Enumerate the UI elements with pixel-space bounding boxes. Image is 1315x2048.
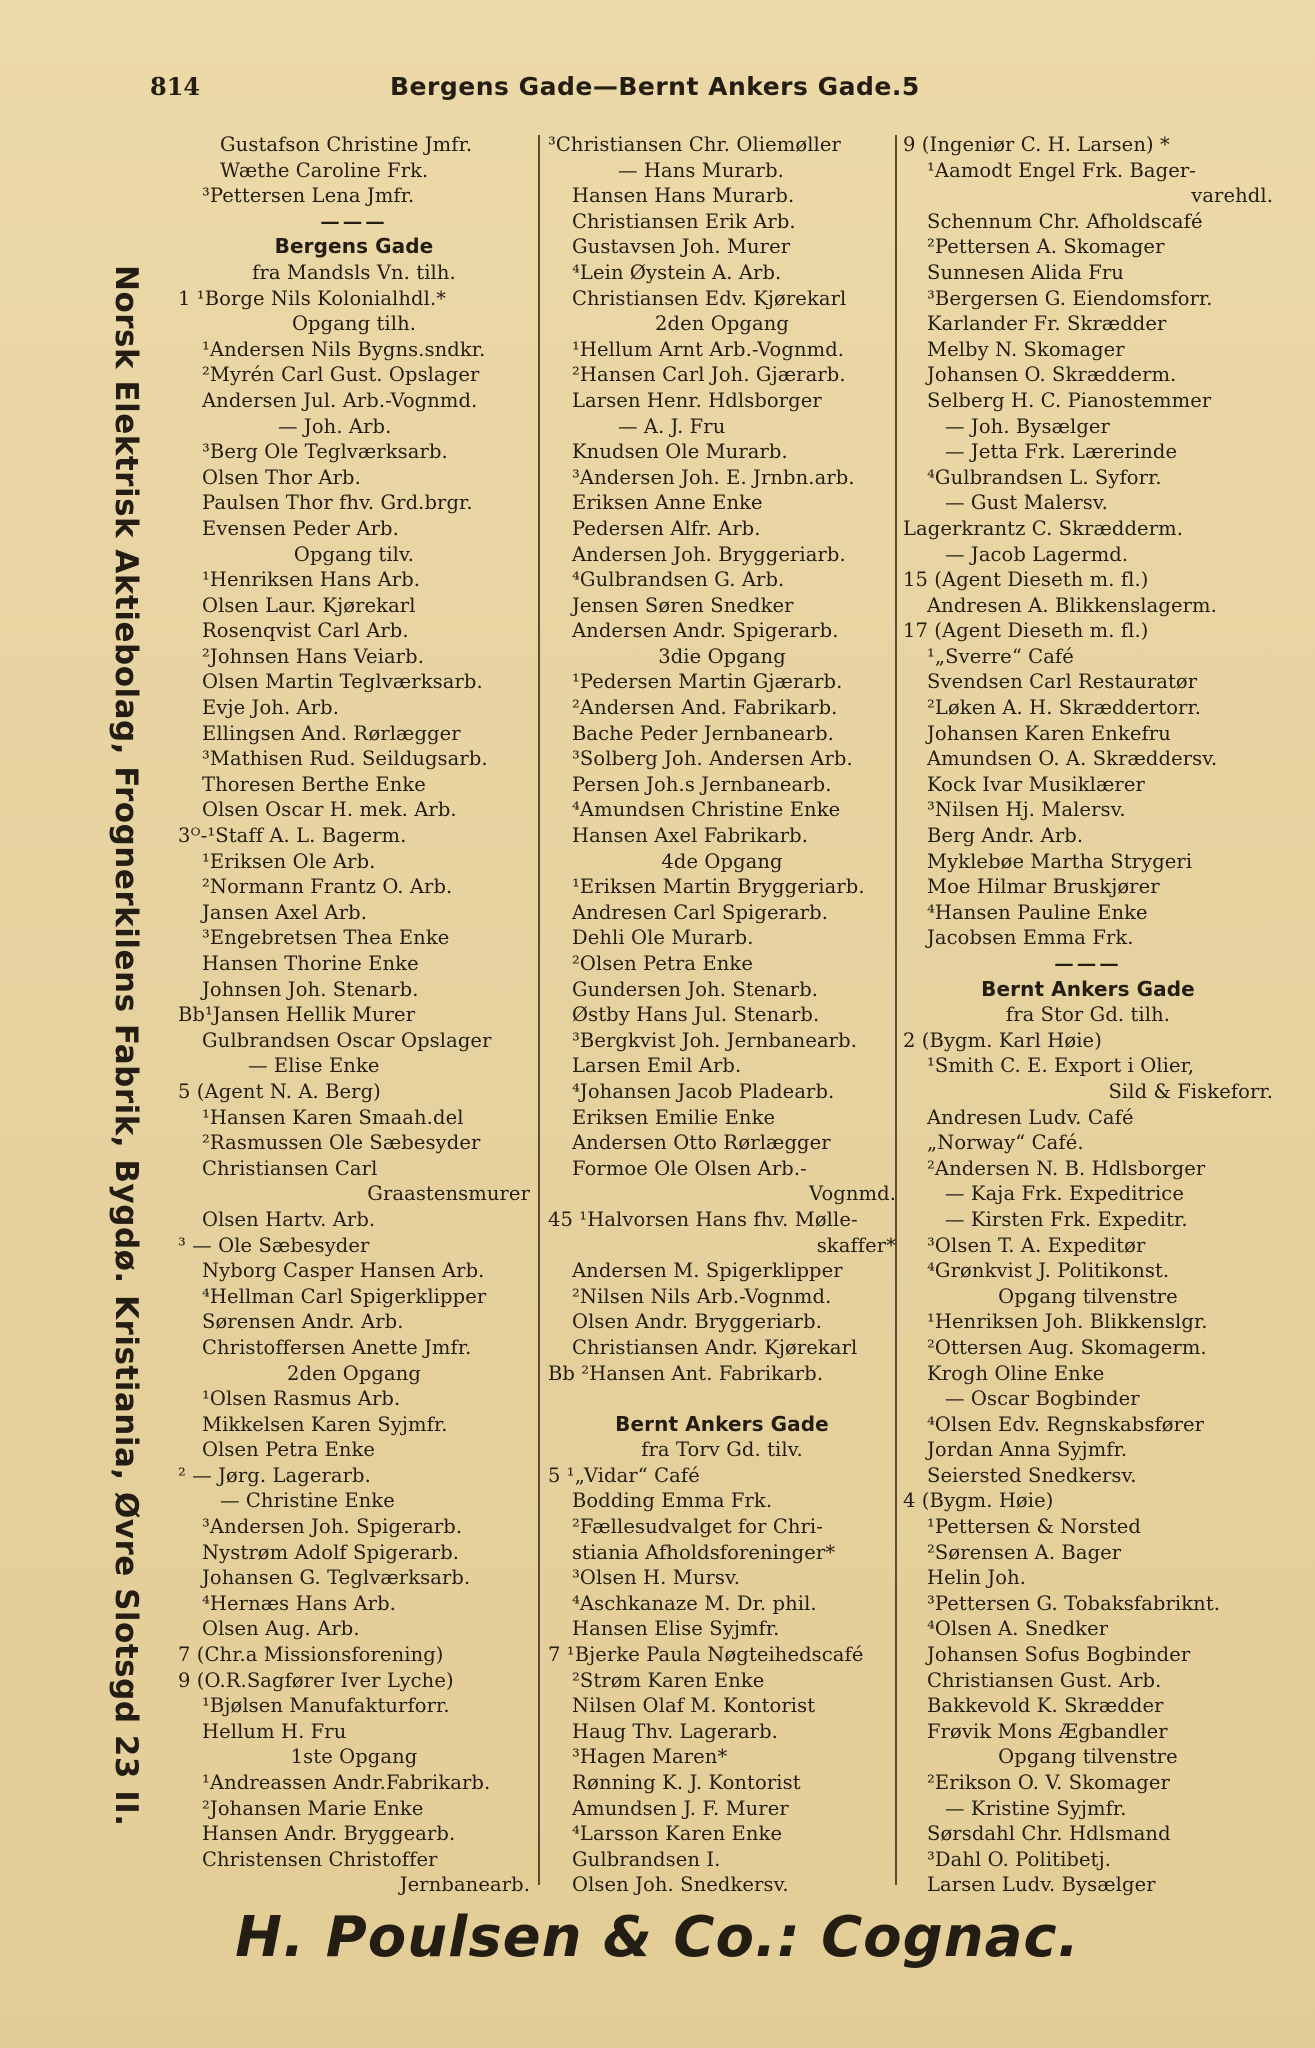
directory-entry: 45 ¹Halvorsen Hans fhv. Mølle- [548,1207,858,1231]
directory-entry: Nilsen Olaf M. Kontorist [572,1694,816,1718]
directory-entry: Christiansen Carl [202,1156,378,1180]
directory-column-1 [178,132,530,1898]
directory-entry: ³Andersen Joh. Spigerarb. [202,1515,463,1539]
directory-entry: Johansen G. Teglværksarb. [202,1566,471,1590]
directory-entry: Olsen Aug. Arb. [202,1617,360,1641]
directory-entry: ⁴Hansen Pauline Enke [927,900,1148,924]
directory-entry: Østby Hans Jul. Stenarb. [572,1003,820,1027]
directory-entry: Mikkelsen Karen Syjmfr. [202,1412,448,1436]
directory-column-2 [548,132,896,1898]
directory-entry: ³Olsen H. Mursv. [572,1566,741,1590]
directory-entry: varehdl. [1191,184,1273,208]
directory-entry: Sørsdahl Chr. Hdlsmand [927,1822,1171,1846]
directory-entry: ⁴Amundsen Christine Enke [572,798,841,822]
directory-entry: Nystrøm Adolf Spigerarb. [202,1540,460,1564]
directory-entry: Nyborg Casper Hansen Arb. [202,1259,485,1283]
directory-entry: ⁴Aschkanaze M. Dr. phil. [572,1591,817,1615]
directory-entry: Olsen Hartv. Arb. [202,1207,376,1231]
directory-entry: Eriksen Emilie Enke [572,1105,776,1129]
directory-entry: 9 (O.R.Sagfører Iver Lyche) [178,1668,454,1692]
section-subheading: Opgang tilvenstre [998,1745,1178,1769]
directory-entry: ³Mathisen Rud. Seildugsarb. [202,747,488,771]
directory-entry: ³Hagen Maren* [572,1745,728,1769]
directory-entry: Pedersen Alfr. Arb. [572,516,761,540]
directory-entry: ¹Henriksen Hans Arb. [202,568,421,592]
side-advertisement: Norsk Elektrisk Aktiebolag, Frognerkilens Fabrik, Bygdø. Kristiania, Øvre Slotsgd 23 II. [108,265,144,1827]
directory-entry: ²Myrén Carl Gust. Opslager [202,363,480,387]
directory-column-3 [903,132,1273,1898]
directory-entry: ²Strøm Karen Enke [572,1668,765,1692]
directory-entry: — Kirsten Frk. Expeditr. [945,1207,1188,1231]
directory-entry: Jordan Anna Syjmfr. [927,1438,1128,1462]
directory-entry: Hellum H. Fru [202,1719,347,1743]
directory-entry: ⁴Olsen A. Snedker [927,1617,1109,1641]
directory-entry: Knudsen Ole Murarb. [572,440,788,464]
page-number: 814 [150,72,201,101]
directory-entry: Christoffersen Anette Jmfr. [202,1335,472,1359]
directory-entry: Bb ²Hansen Ant. Fabrikarb. [548,1361,824,1385]
directory-entry: Andresen A. Blikkenslagerm. [927,593,1217,617]
directory-entry: ¹Hansen Karen Smaah.del [202,1105,464,1129]
directory-entry: ⁴Grønkvist J. Politikonst. [927,1259,1170,1283]
directory-entry: ¹Smith C. E. Export i Olier, [927,1054,1195,1078]
directory-entry: ¹Pettersen & Norsted [927,1515,1141,1539]
directory-entry: Gulbrandsen I. [572,1847,721,1871]
directory-entry: Gustavsen Joh. Murer [572,235,791,259]
directory-entry: Andersen Otto Rørlægger [572,1131,831,1155]
section-subheading: 1ste Opgang [290,1745,418,1769]
directory-entry: Jensen Søren Snedker [572,593,794,617]
directory-entry: Larsen Emil Arb. [572,1054,742,1078]
directory-entry: Paulsen Thor fhv. Grd.brgr. [202,491,473,515]
directory-entry: Christiansen Gust. Arb. [927,1668,1162,1692]
directory-entry: ³Dahl O. Politibetj. [927,1847,1112,1871]
directory-entry: Ellingsen And. Rørlægger [202,721,461,745]
directory-entry: Andersen Jul. Arb.-Vognmd. [202,388,478,412]
directory-entry: ²Rasmussen Ole Sæbesyder [202,1131,481,1155]
directory-entry: 15 (Agent Dieseth m. fl.) [903,568,1149,592]
directory-entry: Gustafson Christine Jmfr. [220,133,473,156]
directory-entry: Johnsen Joh. Stenarb. [202,977,419,1001]
directory-entry: Larsen Ludv. Bysælger [927,1873,1156,1897]
directory-entry: Berg Andr. Arb. [927,824,1084,848]
street-heading: Bergens Gade [274,234,434,259]
section-divider: ——— [1054,952,1122,975]
directory-entry [548,1386,896,1412]
directory-entry: Bb¹Jansen Hellik Murer [178,1003,416,1027]
directory-entry: Sunnesen Alida Fru [927,260,1124,284]
directory-entry: ²Løken A. H. Skræddertorr. [927,696,1202,720]
directory-entry: — Gust Malersv. [945,491,1108,515]
running-head: Bergens Gade—Bernt Ankers Gade.5 [390,72,920,101]
directory-entry: ⁴Hellman Carl Spigerklipper [202,1284,487,1308]
directory-entry: 7 ¹Bjerke Paula Nøgteihedscafé [548,1643,864,1667]
directory-entry: Eriksen Anne Enke [572,491,763,515]
section-subheading: Opgang tilvenstre [998,1284,1178,1308]
directory-entry: ³Bergersen G. Eiendomsforr. [927,286,1213,310]
directory-entry: Myklebøe Martha Strygeri [927,849,1193,873]
directory-entry: Christensen Christoffer [202,1847,438,1871]
directory-entry: ¹Olsen Rasmus Arb. [202,1387,401,1411]
directory-entry: 3ᴼ-¹Staff A. L. Bagerm. [178,824,407,848]
directory-entry: Olsen Joh. Snedkersv. [572,1873,789,1897]
directory-entry: Gundersen Joh. Stenarb. [572,977,819,1001]
directory-entry: Hansen Axel Fabrikarb. [572,824,809,848]
directory-entry: ³Andersen Joh. E. Jrnbn.arb. [572,465,855,489]
directory-entry: ²Andersen N. B. Hdlsborger [927,1156,1206,1180]
directory-entry: ²Johansen Marie Enke [202,1796,424,1820]
directory-entry: ²Erikson O. V. Skomager [927,1771,1170,1794]
directory-entry: 4 (Bygm. Høie) [903,1489,1054,1513]
directory-entry: Amundsen O. A. Skræddersv. [927,747,1218,771]
directory-entry: ³Nilsen Hj. Malersv. [927,798,1126,822]
directory-entry: Hansen Andr. Bryggearb. [202,1822,456,1846]
directory-entry: ²Ottersen Aug. Skomagerm. [927,1335,1207,1359]
directory-entry: — Jetta Frk. Lærerinde [945,440,1178,464]
directory-entry: Evje Joh. Arb. [202,696,340,720]
directory-entry: ¹Pedersen Martin Gjærarb. [572,670,843,694]
directory-entry: Kock Ivar Musiklærer [927,772,1145,796]
directory-entry: Hansen Hans Murarb. [572,184,795,208]
directory-entry: — Joh. Arb. [278,414,392,438]
directory-entry: Christiansen Erik Arb. [572,209,796,233]
directory-entry: ³Engebretsen Thea Enke [202,926,450,950]
section-subheading: 2den Opgang [287,1361,421,1385]
directory-entry: Christiansen Andr. Kjørekarl [572,1335,858,1359]
directory-entry: Svendsen Carl Restauratør [927,670,1198,694]
directory-entry: Andersen Joh. Bryggeriarb. [572,542,846,566]
directory-entry: ⁴Johansen Jacob Pladearb. [572,1079,835,1103]
directory-entry: Olsen Andr. Bryggeriarb. [572,1310,822,1334]
directory-entry: Haug Thv. Lagerarb. [572,1719,778,1743]
section-subheading: Opgang tilh. [291,312,417,336]
directory-entry: ¹Aamodt Engel Frk. Bager- [927,158,1196,182]
directory-entry: Rosenqvist Carl Arb. [202,619,409,643]
section-subheading: 2den Opgang [655,312,789,336]
directory-entry: Jansen Axel Arb. [202,900,368,924]
directory-entry: 5 ¹„Vidar“ Café [548,1463,700,1487]
directory-entry: Vognmd. [809,1182,896,1206]
directory-entry: — A. J. Fru [618,414,726,438]
directory-entry: Rønning K. J. Kontorist [572,1771,801,1794]
directory-entry: ²Normann Frantz O. Arb. [202,875,453,899]
directory-entry: ³Solberg Joh. Andersen Arb. [572,747,853,771]
directory-entry: Melby N. Skomager [927,337,1125,361]
directory-entry: skaffer* [816,1233,896,1257]
directory-entry: Jernbanearb. [399,1873,530,1897]
directory-entry: Lagerkrantz C. Skrædderm. [903,516,1184,540]
directory-entry: ³Christiansen Chr. Oliemøller [548,133,841,156]
directory-entry: Frøvik Mons Ægbandler [927,1719,1168,1743]
directory-entry: — Hans Murarb. [618,158,784,182]
section-subheading: fra Torv Gd. tilv. [641,1438,803,1462]
directory-entry: — Elise Enke [248,1054,380,1078]
directory-entry: — Christine Enke [220,1489,395,1513]
directory-entry: ²Sørensen A. Bager [927,1540,1122,1564]
directory-entry: Hansen Thorine Enke [202,952,419,975]
section-divider: ——— [320,209,388,233]
directory-entry: 7 (Chr.a Missionsforening) [178,1643,444,1667]
section-subheading: Opgang tilv. [293,542,415,566]
directory-entry: Krogh Oline Enke [927,1361,1105,1385]
directory-entry: ¹Andreassen Andr.Fabrikarb. [202,1771,491,1794]
directory-entry: Selberg H. C. Pianostemmer [927,388,1212,412]
directory-entry: Persen Joh.s Jernbanearb. [572,772,832,796]
directory-entry: 2 (Bygm. Karl Høie) [903,1028,1102,1052]
directory-entry: — Oscar Bogbinder [945,1387,1140,1411]
directory-entry: Sørensen Andr. Arb. [202,1310,404,1334]
directory-entry: Schennum Chr. Afholdscafé [927,209,1203,233]
directory-entry: stiania Afholdsforeninger* [572,1540,836,1564]
directory-entry: ¹„Sverre“ Café [927,644,1074,668]
directory-entry: Johansen Karen Enkefru [927,721,1171,745]
directory-entry: Formoe Ole Olsen Arb.- [572,1156,807,1180]
directory-entry: Johansen Sofus Bogbinder [927,1643,1191,1667]
directory-entry: Moe Hilmar Bruskjører [927,875,1160,899]
directory-entry: „Norway“ Café. [927,1131,1084,1155]
directory-entry: Christiansen Edv. Kjørekarl [572,286,847,310]
directory-entry: ³Pettersen G. Tobaksfabriknt. [927,1591,1221,1615]
directory-entry: Bache Peder Jernbanearb. [572,721,834,745]
directory-entry: ³Pettersen Lena Jmfr. [202,184,415,208]
directory-entry: ³ — Ole Sæbesyder [178,1233,370,1257]
directory-entry: ²Hansen Carl Joh. Gjærarb. [572,363,846,387]
directory-entry: Olsen Petra Enke [202,1438,376,1462]
directory-entry: ²Nilsen Nils Arb.-Vognmd. [572,1284,832,1308]
section-subheading: 4de Opgang [661,849,783,873]
directory-entry: Karlander Fr. Skrædder [927,312,1167,336]
directory-entry: Dehli Ole Murarb. [572,926,754,950]
directory-entry: ³Berg Ole Teglværksarb. [202,440,448,464]
directory-entry: ¹Andersen Nils Bygns.sndkr. [202,337,486,361]
directory-entry: ¹Hellum Arnt Arb.-Vognmd. [572,337,845,361]
street-heading: Bernt Ankers Gade [615,1411,829,1436]
directory-entry: — Joh. Bysælger [945,414,1110,438]
directory-entry: 17 (Agent Dieseth m. fl.) [903,619,1149,643]
directory-entry: ²Johnsen Hans Veiarb. [202,644,424,668]
directory-entry: Larsen Henr. Hdlsborger [572,388,822,412]
directory-entry: Andresen Carl Spigerarb. [572,900,829,924]
directory-entry: Olsen Martin Teglværksarb. [202,670,483,694]
directory-entry: ¹Eriksen Ole Arb. [202,849,376,873]
directory-entry: Wæthe Caroline Frk. [220,158,429,182]
directory-entry: Olsen Laur. Kjørekarl [202,593,416,617]
section-subheading: fra Mandsls Vn. tilh. [252,260,456,284]
directory-entry: — Kaja Frk. Expeditrice [945,1182,1184,1206]
directory-entry: ² — Jørg. Lagerarb. [178,1463,371,1487]
directory-entry: ⁴Gulbrandsen G. Arb. [572,568,785,592]
directory-entry: ²Olsen Petra Enke [572,952,753,975]
directory-entry: ⁴Olsen Edv. Regnskabsfører [927,1412,1205,1436]
directory-entry: Amundsen J. F. Murer [572,1796,789,1820]
directory-entry: — Kristine Syjmfr. [945,1796,1127,1820]
section-subheading: fra Stor Gd. tilh. [1005,1003,1171,1027]
directory-entry: Thoresen Berthe Enke [202,772,426,796]
directory-entry: ⁴Lein Øystein A. Arb. [572,260,782,284]
directory-entry: Olsen Thor Arb. [202,465,361,489]
directory-entry: Olsen Oscar H. mek. Arb. [202,798,457,822]
directory-entry: 9 (Ingeniør C. H. Larsen) * [903,133,1170,156]
directory-entry: Sild & Fiskeforr. [1108,1079,1273,1103]
directory-entry: ¹Eriksen Martin Bryggeriarb. [572,875,865,899]
directory-entry: — Jacob Lagermd. [945,542,1129,566]
page-header [150,72,1160,112]
directory-entry: ⁴Gulbrandsen L. Syforr. [927,465,1162,489]
directory-entry: Johansen O. Skrædderm. [927,363,1177,387]
directory-entry: Andresen Ludv. Café [927,1105,1134,1129]
directory-entry: Helin Joh. [927,1566,1027,1590]
column-rule [538,135,540,1885]
directory-entry: 5 (Agent N. A. Berg) [178,1079,381,1103]
directory-entry: Andersen Andr. Spigerarb. [572,619,839,643]
directory-entry: Seiersted Snedkersv. [927,1463,1137,1487]
directory-entry: ⁴Larsson Karen Enke [572,1822,783,1846]
directory-entry: Bodding Emma Frk. [572,1489,773,1513]
directory-entry: Hansen Elise Syjmfr. [572,1617,780,1641]
directory-entry: ¹Bjølsen Manufakturforr. [202,1694,450,1718]
directory-entry: Andersen M. Spigerklipper [572,1259,843,1283]
directory-entry: Gulbrandsen Oscar Opslager [202,1028,492,1052]
directory-entry: ²Fællesudvalget for Chri- [572,1515,823,1539]
directory-entry: Bakkevold K. Skrædder [927,1694,1164,1718]
directory-entry: ¹Henriksen Joh. Blikkenslgr. [927,1310,1208,1334]
directory-entry: 1 ¹Borge Nils Kolonialhdl.* [178,286,447,310]
directory-entry: ³Olsen T. A. Expeditør [927,1233,1146,1257]
directory-entry: ⁴Hernæs Hans Arb. [202,1591,396,1615]
directory-entry: Jacobsen Emma Frk. [927,926,1134,950]
section-subheading: 3die Opgang [658,644,786,668]
street-heading: Bernt Ankers Gade [981,976,1195,1001]
directory-entry: Evensen Peder Arb. [202,516,399,540]
directory-entry: Graastensmurer [367,1182,530,1206]
directory-entry: ²Pettersen A. Skomager [927,235,1165,259]
directory-entry: ²Andersen And. Fabrikarb. [572,696,838,720]
footer-advertisement: H. Poulsen & Co.: Cognac. [235,1905,1080,1970]
directory-entry: ³Bergkvist Joh. Jernbanearb. [572,1028,857,1052]
